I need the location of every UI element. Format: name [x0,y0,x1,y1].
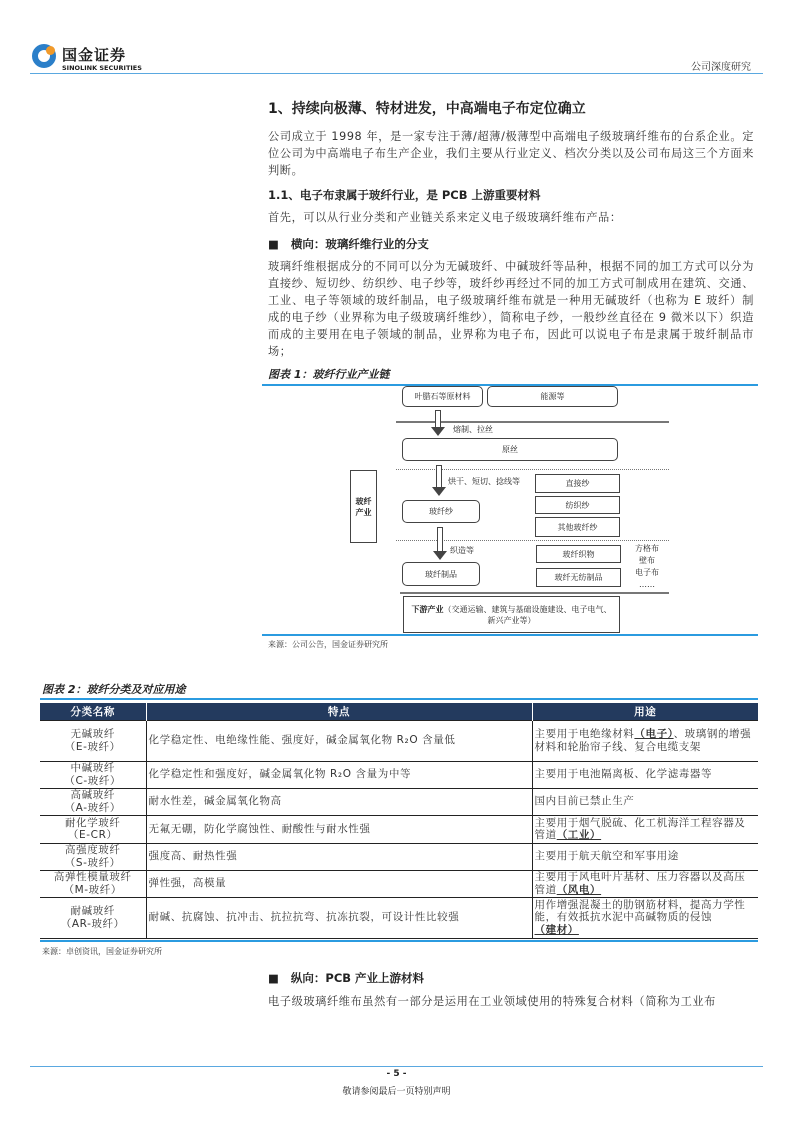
raw-material-box: 叶腊石等原材料 [402,386,483,407]
table-row [40,788,758,815]
table-row [40,897,758,938]
bullet-icon: ■ [268,237,291,251]
figure1-title: 图表 1：玻纤行业产业链 [268,368,390,381]
product-type-box: 玻纤织物 [536,545,621,563]
figure2-top-line [40,698,758,700]
side-label-box: 玻纤产业 [350,470,377,543]
divider [400,592,669,594]
category-cell: 中碱玻纤 （C-玻纤） [40,761,146,788]
raw-fiber-box: 原丝 [402,438,618,461]
figure2-bottom-line [40,940,758,942]
category-cell: 高弹性模量玻纤 （M-玻纤） [40,870,146,897]
arrow-down-icon [434,465,444,496]
subsection-title: 1.1、电子布隶属于玻纤行业，是 PCB 上游重要材料 [268,188,541,202]
use-tag: （电子） [634,728,674,740]
table-row [40,720,758,761]
logo-text: 国金证券 [62,46,127,64]
table-row [40,815,758,843]
footer-divider [30,1066,763,1067]
category-cell: 耐碱玻纤 （AR-玻纤） [40,897,146,938]
figure2-source: 来源：卓创资讯，国金证券研究所 [42,947,162,956]
figure2-title: 图表 2：玻纤分类及对应用途 [42,683,186,696]
product-type-box: 玻纤无纺制品 [536,568,621,587]
yarn-box: 玻纤纱 [402,500,480,523]
feature-cell: 强度高、耐热性强 [146,843,532,870]
figure1-source: 来源：公司公告，国金证券研究所 [268,640,388,649]
yarn-type-box: 直接纱 [535,474,620,493]
feature-cell: 化学稳定性和强度好，碱金属氧化物 R₂O 含量为中等 [146,761,532,788]
step-label: 熔制、拉丝 [453,425,493,434]
use-tag: （建材） [534,923,579,936]
paragraph-horizontal: 玻璃纤维根据成分的不同可以分为无碱玻纤、中碱玻纤等品种，根据不同的加工方式可以分为直接纱、短切纱、纺织纱、电子纱等，玻纤纱再经过不同的加工方式可制成用在建筑、交通、工业、电子等领域的玻纤制品，电子级玻璃纤维布就是一种用无碱玻纤（也称为 E 玻纤）制成的电子纱（业界称为电子级玻璃纤维纱），简称电子纱，一般纱丝直径在 9 微米以下）织造而成的主要用在电子领域的制品，业界称为电子布，因此可以说电子布是隶属于玻纤制品市场； [268,260,754,358]
table-row [40,870,758,897]
category-cell: 无碱玻纤 （E-玻纤） [40,720,146,761]
paragraph-vertical: 电子级玻璃纤维布虽然有一部分是运用在工业领域使用的特殊复合材料（简称为工业布 [268,995,716,1008]
column-header: 用途 [532,703,758,720]
arrow-down-icon [433,410,443,436]
feature-cell: 弹性强，高模量 [146,870,532,897]
fiber-classification-table [40,703,758,939]
fabric-list: 方格布 壁布 电子布 …… [635,544,659,589]
use-cell: 主要用于烟气脱硫、化工机海洋工程容器及管道（工业） [532,815,758,843]
table-row [40,761,758,788]
downstream-box: 下游产业（交通运输、建筑与基础设施建设、电子电气、新兴产业等） [403,596,620,633]
feature-cell: 无氟无硼，防化学腐蚀性、耐酸性与耐水性强 [146,815,532,843]
step-label: 织造等 [450,546,474,555]
product-box: 玻纤制品 [402,562,480,586]
page-number: - 5 - [386,1069,407,1079]
bullet-heading: ■ 纵向：PCB 产业上游材料 [268,971,425,985]
energy-box: 能源等 [487,386,618,407]
report-type: 公司深度研究 [691,62,751,73]
intro-paragraph: 公司成立于 1998 年，是一家专注于薄/超薄/极薄型中高端电子级玻璃纤维布的台系企业。定位公司为中高端电子布生产企业，我们主要从行业定义、档次分类以及公司布局这三个方面来判断。 [268,130,754,177]
use-cell: 国内目前已禁止生产 [532,788,758,815]
category-cell: 高强度玻纤 （S-玻纤） [40,843,146,870]
figure1-bottom-line [262,634,758,636]
yarn-type-box: 纺织纱 [535,496,620,514]
column-header: 特点 [146,703,532,720]
yarn-type-box: 其他玻纤纱 [535,517,620,537]
header-divider [30,73,763,74]
bullet-icon: ■ [268,971,291,985]
sub-intro: 首先，可以从行业分类和产业链关系来定义电子级玻璃纤维布产品： [268,211,622,224]
use-cell: 主要用于电池隔离板、化学滤毒器等 [532,761,758,788]
feature-cell: 化学稳定性、电绝缘性能、强度好，碱金属氧化物 R₂O 含量低 [146,720,532,761]
use-cell: 用作增强混凝土的肋钢筋材料，提高力学性能，有效抵抗水泥中高碱物质的侵蚀（建材） [532,897,758,938]
feature-cell: 耐碱、抗腐蚀、抗冲击、抗拉抗弯、抗冻抗裂，可设计性比较强 [146,897,532,938]
category-cell: 高碱玻纤 （A-玻纤） [40,788,146,815]
use-cell: 主要用于风电叶片基材、压力容器以及高压管道（风电） [532,870,758,897]
use-cell: 主要用于电绝缘材料（电子）、玻璃钢的增强材料和轮胎帘子线、复合电缆支架 [532,720,758,761]
use-tag: （风电） [556,883,602,896]
bullet-heading: ■ 横向：玻璃纤维行业的分支 [268,237,429,251]
use-tag: （工业） [556,829,602,841]
use-cell: 主要用于航天航空和军事用途 [532,843,758,870]
arrow-down-icon [435,527,445,560]
section-title: 1、持续向极薄、特材进发，中高端电子布定位确立 [268,101,586,117]
disclaimer: 敬请参阅最后一页特别声明 [342,1087,451,1097]
logo-dot [46,46,55,55]
column-header: 分类名称 [40,703,146,720]
table-row [40,843,758,870]
step-label: 烘干、短切、捻线等 [448,477,520,486]
feature-cell: 耐水性差，碱金属氧化物高 [146,788,532,815]
logo-subtext: SINOLINK SECURITIES [62,64,142,72]
category-cell: 耐化学玻纤 （E-CR） [40,815,146,843]
